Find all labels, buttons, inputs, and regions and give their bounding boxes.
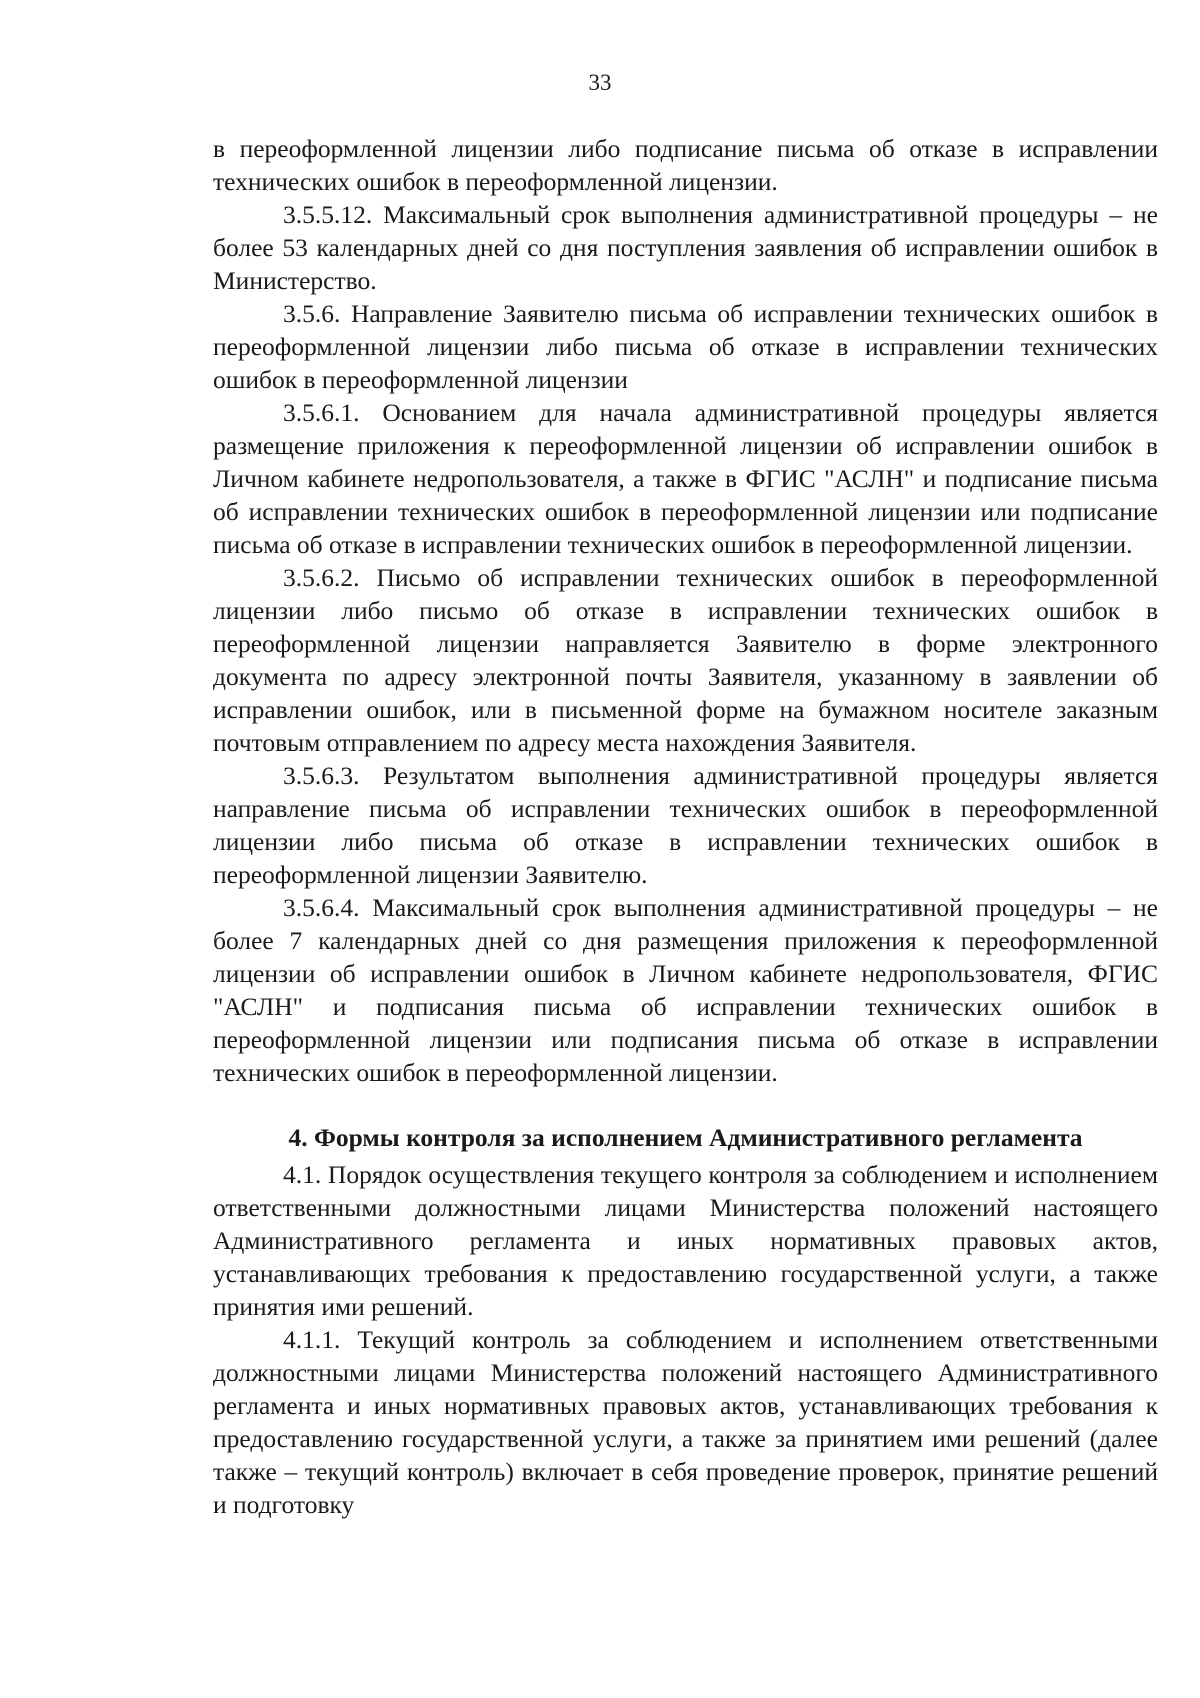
paragraph-3-5-6-3: 3.5.6.3. Результатом выполнения административной процедуры является направление письма об исправлении технических ошибок в переоформленной лицензии либо письма об отказе в исправлении технических ошибок в переоформленной лицензии Заявителю. — [213, 761, 1158, 889]
paragraph-4-1-1: 4.1.1. Текущий контроль за соблюдением и исполнением ответственными должностными лицами Министерства положений настоящего Административного регламента и иных нормативных правовых актов, устанавливающих требования к предоставлению государственной услуги, а также за принятием ими решений (далее также – текущий контроль) включает в себя проведение проверок, принятие решений и подготовку — [213, 1325, 1158, 1519]
paragraph-3-5-6: 3.5.6. Направление Заявителю письма об исправлении технических ошибок в переоформленной лицензии либо письма об отказе в исправлении технических ошибок в переоформленной лицензии — [213, 299, 1158, 394]
paragraph-4-1: 4.1. Порядок осуществления текущего контроля за соблюдением и исполнением ответственными должностными лицами Министерства положений настоящего Административного регламента и иных нормативных правовых актов, устанавливающих требования к предоставлению государственной услуги, а также принятия ими решений. — [213, 1160, 1158, 1321]
document-body — [213, 132, 1158, 1521]
paragraph-3-5-5-12: 3.5.5.12. Максимальный срок выполнения административной процедуры – не более 53 календарных дней со дня поступления заявления об исправлении ошибок в Министерство. — [213, 200, 1158, 295]
page-number: 33 — [588, 70, 612, 95]
paragraph-3-5-6-1: 3.5.6.1. Основанием для начала административной процедуры является размещение приложения к переоформленной лицензии об исправлении ошибок в Личном кабинете недропользователя, а также в ФГИС "АСЛН" и подписание письма об исправлении технических ошибок в переоформленной лицензии или подписание письма об отказе в исправлении технических ошибок в переоформленной лицензии. — [213, 398, 1158, 559]
paragraph-3-5-6-4: 3.5.6.4. Максимальный срок выполнения административной процедуры – не более 7 календарных дней со дня размещения приложения к переоформленной лицензии об исправлении ошибок в Личном кабинете недропользователя, ФГИС "АСЛН" и подписания письма об исправлении технических ошибок в переоформленной лицензии или подписания письма об отказе в исправлении технических ошибок в переоформленной лицензии. — [213, 893, 1158, 1087]
paragraph-continuation: в переоформленной лицензии либо подписание письма об отказе в исправлении технических ошибок в переоформленной лицензии. — [213, 134, 1158, 196]
section-heading: 4. Формы контроля за исполнением Административного регламента — [288, 1123, 1083, 1152]
paragraph-3-5-6-2: 3.5.6.2. Письмо об исправлении технических ошибок в переоформленной лицензии либо письмо об отказе в исправлении технических ошибок в переоформленной лицензии направляется Заявителю в форме электронного документа по адресу электронной почты Заявителя, указанному в заявлении об исправлении ошибок, или в письменной форме на бумажном носителе заказным почтовым отправлением по адресу места нахождения Заявителя. — [213, 563, 1158, 757]
